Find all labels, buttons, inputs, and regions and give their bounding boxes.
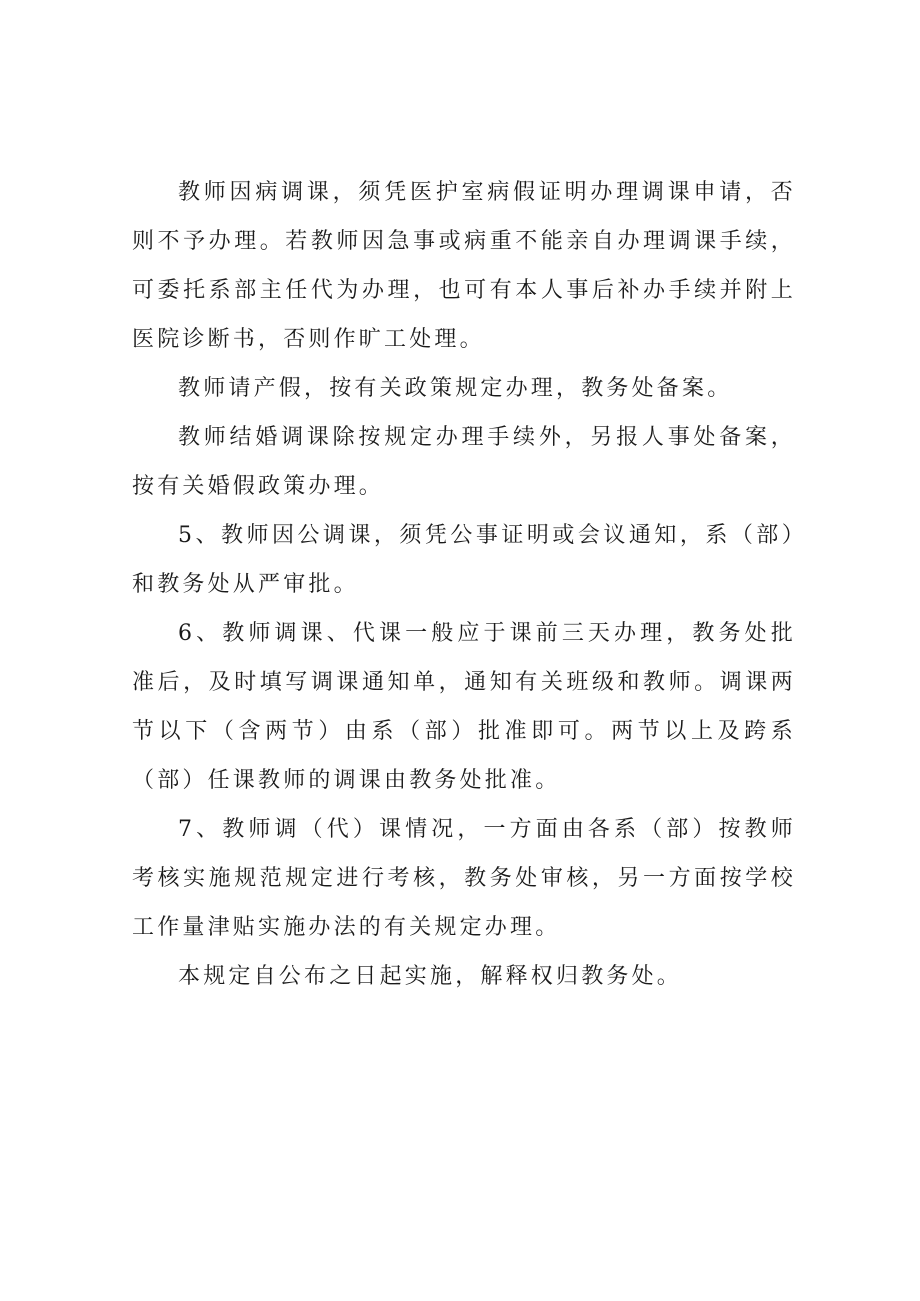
paragraph-marriage-leave: 教师结婚调课除按规定办理手续外，另报人事处备案，按有关婚假政策办理。 [132,425,796,499]
paragraph-sick-leave: 教师因病调课，须凭医护室病假证明办理调课申请，否则不予办理。若教师因急事或病重不能亲自办理调课手续，可委托系部主任代为办理，也可有本人事后补办手续并附上医院诊断书，否则作旷工处理。 [132,180,796,352]
paragraph-assessment: 7、教师调（代）课情况，一方面由各系（部）按教师考核实施规范规定进行考核，教务处审核，另一方面按学校工作量津贴实施办法的有关规定办理。 [132,817,796,940]
paragraph-effective-date: 本规定自公布之日起实施，解释权归教务处。 [178,964,683,989]
document-body [132,168,796,1001]
paragraph-official-business: 5、教师因公调课，须凭公事证明或会议通知，系（部）和教务处从严审批。 [132,523,796,597]
paragraph-approval-procedure: 6、教师调课、代课一般应于课前三天办理，教务处批准后，及时填写调课通知单，通知有关班级和教师。调课两节以下（含两节）由系（部）批准即可。两节以上及跨系（部）任课教师的调课由教务处批准。 [132,621,796,793]
paragraph-maternity-leave: 教师请产假，按有关政策规定办理，教务处备案。 [178,376,733,401]
